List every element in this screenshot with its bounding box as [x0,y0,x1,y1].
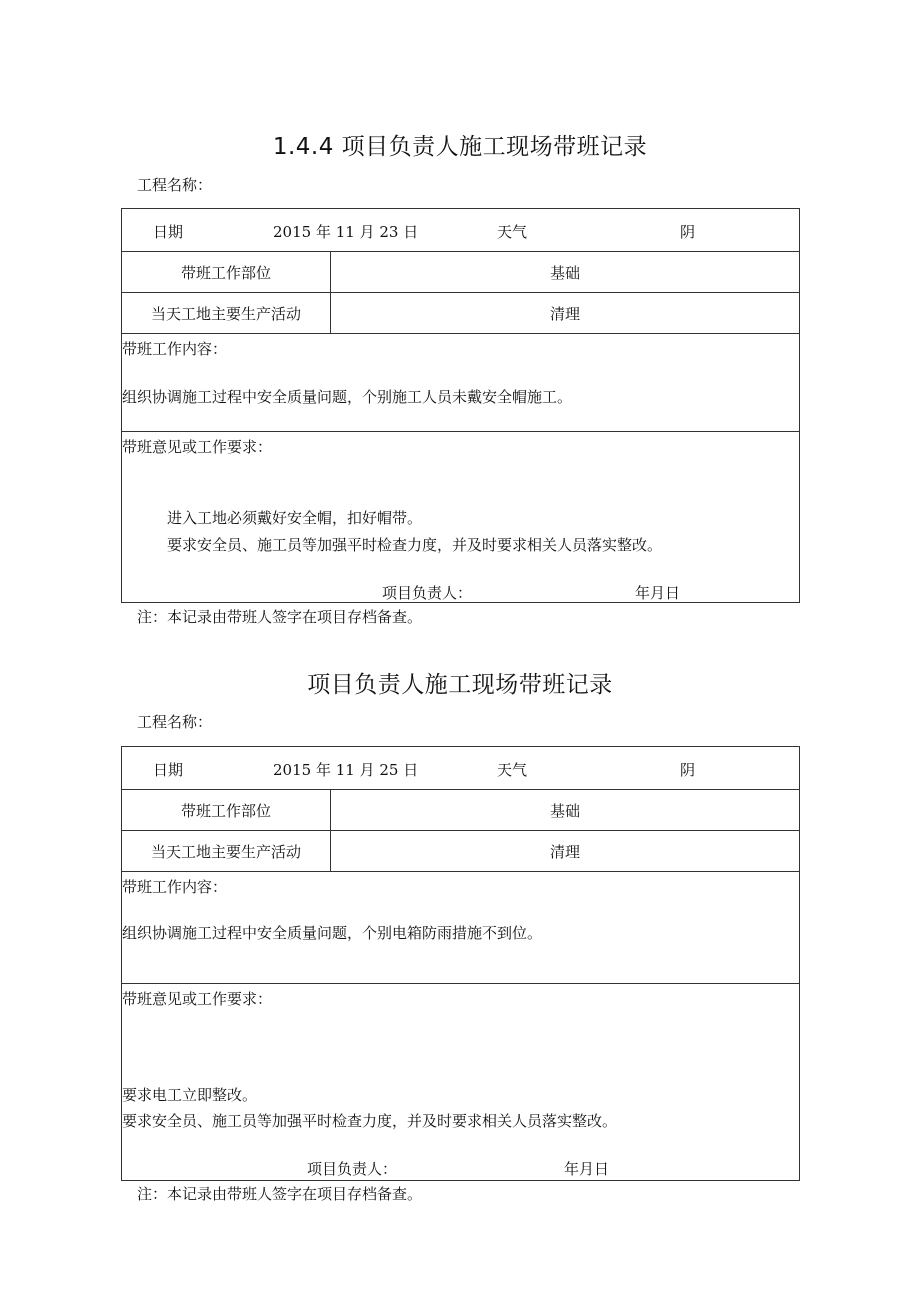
date-row [122,747,799,790]
activity-label: 当天工地主要生产活动 [150,842,301,861]
weather-value: 阴 [680,223,696,241]
record-note: 注：本记录由带班人签字在项目存档备查。 [137,608,423,626]
activity-label: 当天工地主要生产活动 [150,304,301,323]
activity-value: 清理 [549,304,580,323]
dept-value: 基础 [549,263,580,282]
opinion-label: 带班意见或工作要求： [122,990,273,1008]
opinion-label: 带班意见或工作要求： [122,438,273,456]
content-row [122,872,799,984]
opinion-row [122,432,799,602]
activity-row [122,831,799,872]
sign-date: 年月日 [564,1160,610,1178]
date-row [122,209,799,252]
record-title: 项目负责人施工现场带班记录 [307,672,613,698]
dept-value: 基础 [549,801,580,820]
date-value: 2015 年 11 月 23 日 [273,223,419,241]
dept-row [122,252,799,293]
project-name-label: 工程名称： [137,176,213,194]
opinion-line-2: 要求安全员、施工员等加强平时检查力度，并及时要求相关人员落实整改。 [167,536,663,554]
record-table [121,746,800,1181]
content-row [122,334,799,432]
record-title: 1.4.4 项目负责人施工现场带班记录 [272,134,648,160]
opinion-line-1: 进入工地必须戴好安全帽，扣好帽带。 [167,509,423,527]
weather-label: 天气 [497,761,528,779]
content-label: 带班工作内容： [122,878,228,896]
date-label: 日期 [153,761,184,779]
activity-row [122,293,799,334]
content-label: 带班工作内容： [122,340,228,358]
content-text: 组织协调施工过程中安全质量问题，个别电箱防雨措施不到位。 [122,924,543,942]
content-text: 组织协调施工过程中安全质量问题，个别施工人员未戴安全帽施工。 [122,388,573,406]
date-value: 2015 年 11 月 25 日 [273,761,419,779]
dept-label: 带班工作部位 [180,263,271,282]
opinion-row [122,984,799,1180]
weather-label: 天气 [497,223,528,241]
opinion-line-1: 要求电工立即整改。 [122,1086,258,1104]
record-note: 注：本记录由带班人签字在项目存档备查。 [137,1185,423,1203]
activity-value: 清理 [549,842,580,861]
weather-value: 阴 [680,761,696,779]
date-label: 日期 [153,223,184,241]
signer-label: 项目负责人： [382,584,473,602]
signer-label: 项目负责人： [307,1160,398,1178]
record-table [121,208,800,603]
sign-date: 年月日 [635,584,681,602]
dept-row [122,790,799,831]
dept-label: 带班工作部位 [180,801,271,820]
project-name-label: 工程名称： [137,713,213,731]
opinion-line-2: 要求安全员、施工员等加强平时检查力度，并及时要求相关人员落实整改。 [122,1112,618,1130]
